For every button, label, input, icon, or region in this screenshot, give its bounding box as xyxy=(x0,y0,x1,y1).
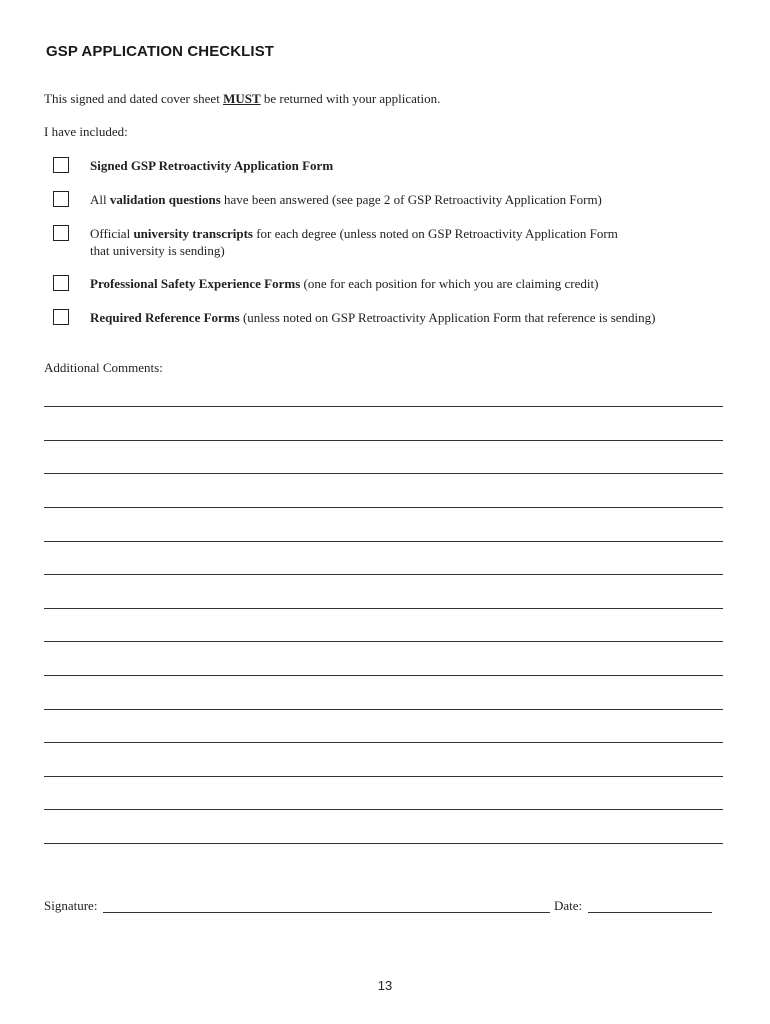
comment-line[interactable] xyxy=(44,406,723,407)
checklist-item-text: Signed GSP Retroactivity Application Form xyxy=(90,158,334,173)
comment-line[interactable] xyxy=(44,507,723,508)
comment-line[interactable] xyxy=(44,809,723,810)
comment-line[interactable] xyxy=(44,843,723,844)
checklist-item-text: Official university transcripts for each degree (unless noted on GSP Retroactivity Application Form that university is sending) xyxy=(90,226,618,258)
page-number: 13 xyxy=(377,978,393,993)
checklist-item-text: All validation questions have been answered (see page 2 of GSP Retroactivity Application Form) xyxy=(90,192,602,207)
comment-line[interactable] xyxy=(44,473,723,474)
checkbox[interactable] xyxy=(53,275,69,291)
checkbox[interactable] xyxy=(53,157,69,173)
included-label: I have included: xyxy=(44,124,128,139)
comment-line[interactable] xyxy=(44,440,723,441)
comment-line[interactable] xyxy=(44,742,723,743)
comment-line[interactable] xyxy=(44,608,723,609)
comments-label: Additional Comments: xyxy=(44,360,163,375)
checkbox[interactable] xyxy=(53,191,69,207)
checklist-item-text: Professional Safety Experience Forms (one for each position for which you are claiming credit) xyxy=(90,276,599,291)
comment-line[interactable] xyxy=(44,541,723,542)
date-line[interactable] xyxy=(588,912,712,913)
intro-after: be returned with your application. xyxy=(260,91,441,106)
comment-line[interactable] xyxy=(44,675,723,676)
intro-emphasis: MUST xyxy=(223,91,261,106)
checklist-item-text: Required Reference Forms (unless noted on GSP Retroactivity Application Form that reference is sending) xyxy=(90,310,656,325)
comment-line[interactable] xyxy=(44,776,723,777)
signature-label: Signature: xyxy=(44,898,98,913)
checkbox[interactable] xyxy=(53,309,69,325)
date-label: Date: xyxy=(554,898,583,913)
checkbox[interactable] xyxy=(53,225,69,241)
signature-line[interactable] xyxy=(103,912,550,913)
comment-line[interactable] xyxy=(44,574,723,575)
page-title: GSP APPLICATION CHECKLIST xyxy=(46,43,275,60)
intro-text xyxy=(44,91,440,107)
comment-line[interactable] xyxy=(44,709,723,710)
comment-line[interactable] xyxy=(44,641,723,642)
intro-before: This signed and dated cover sheet xyxy=(44,91,224,106)
